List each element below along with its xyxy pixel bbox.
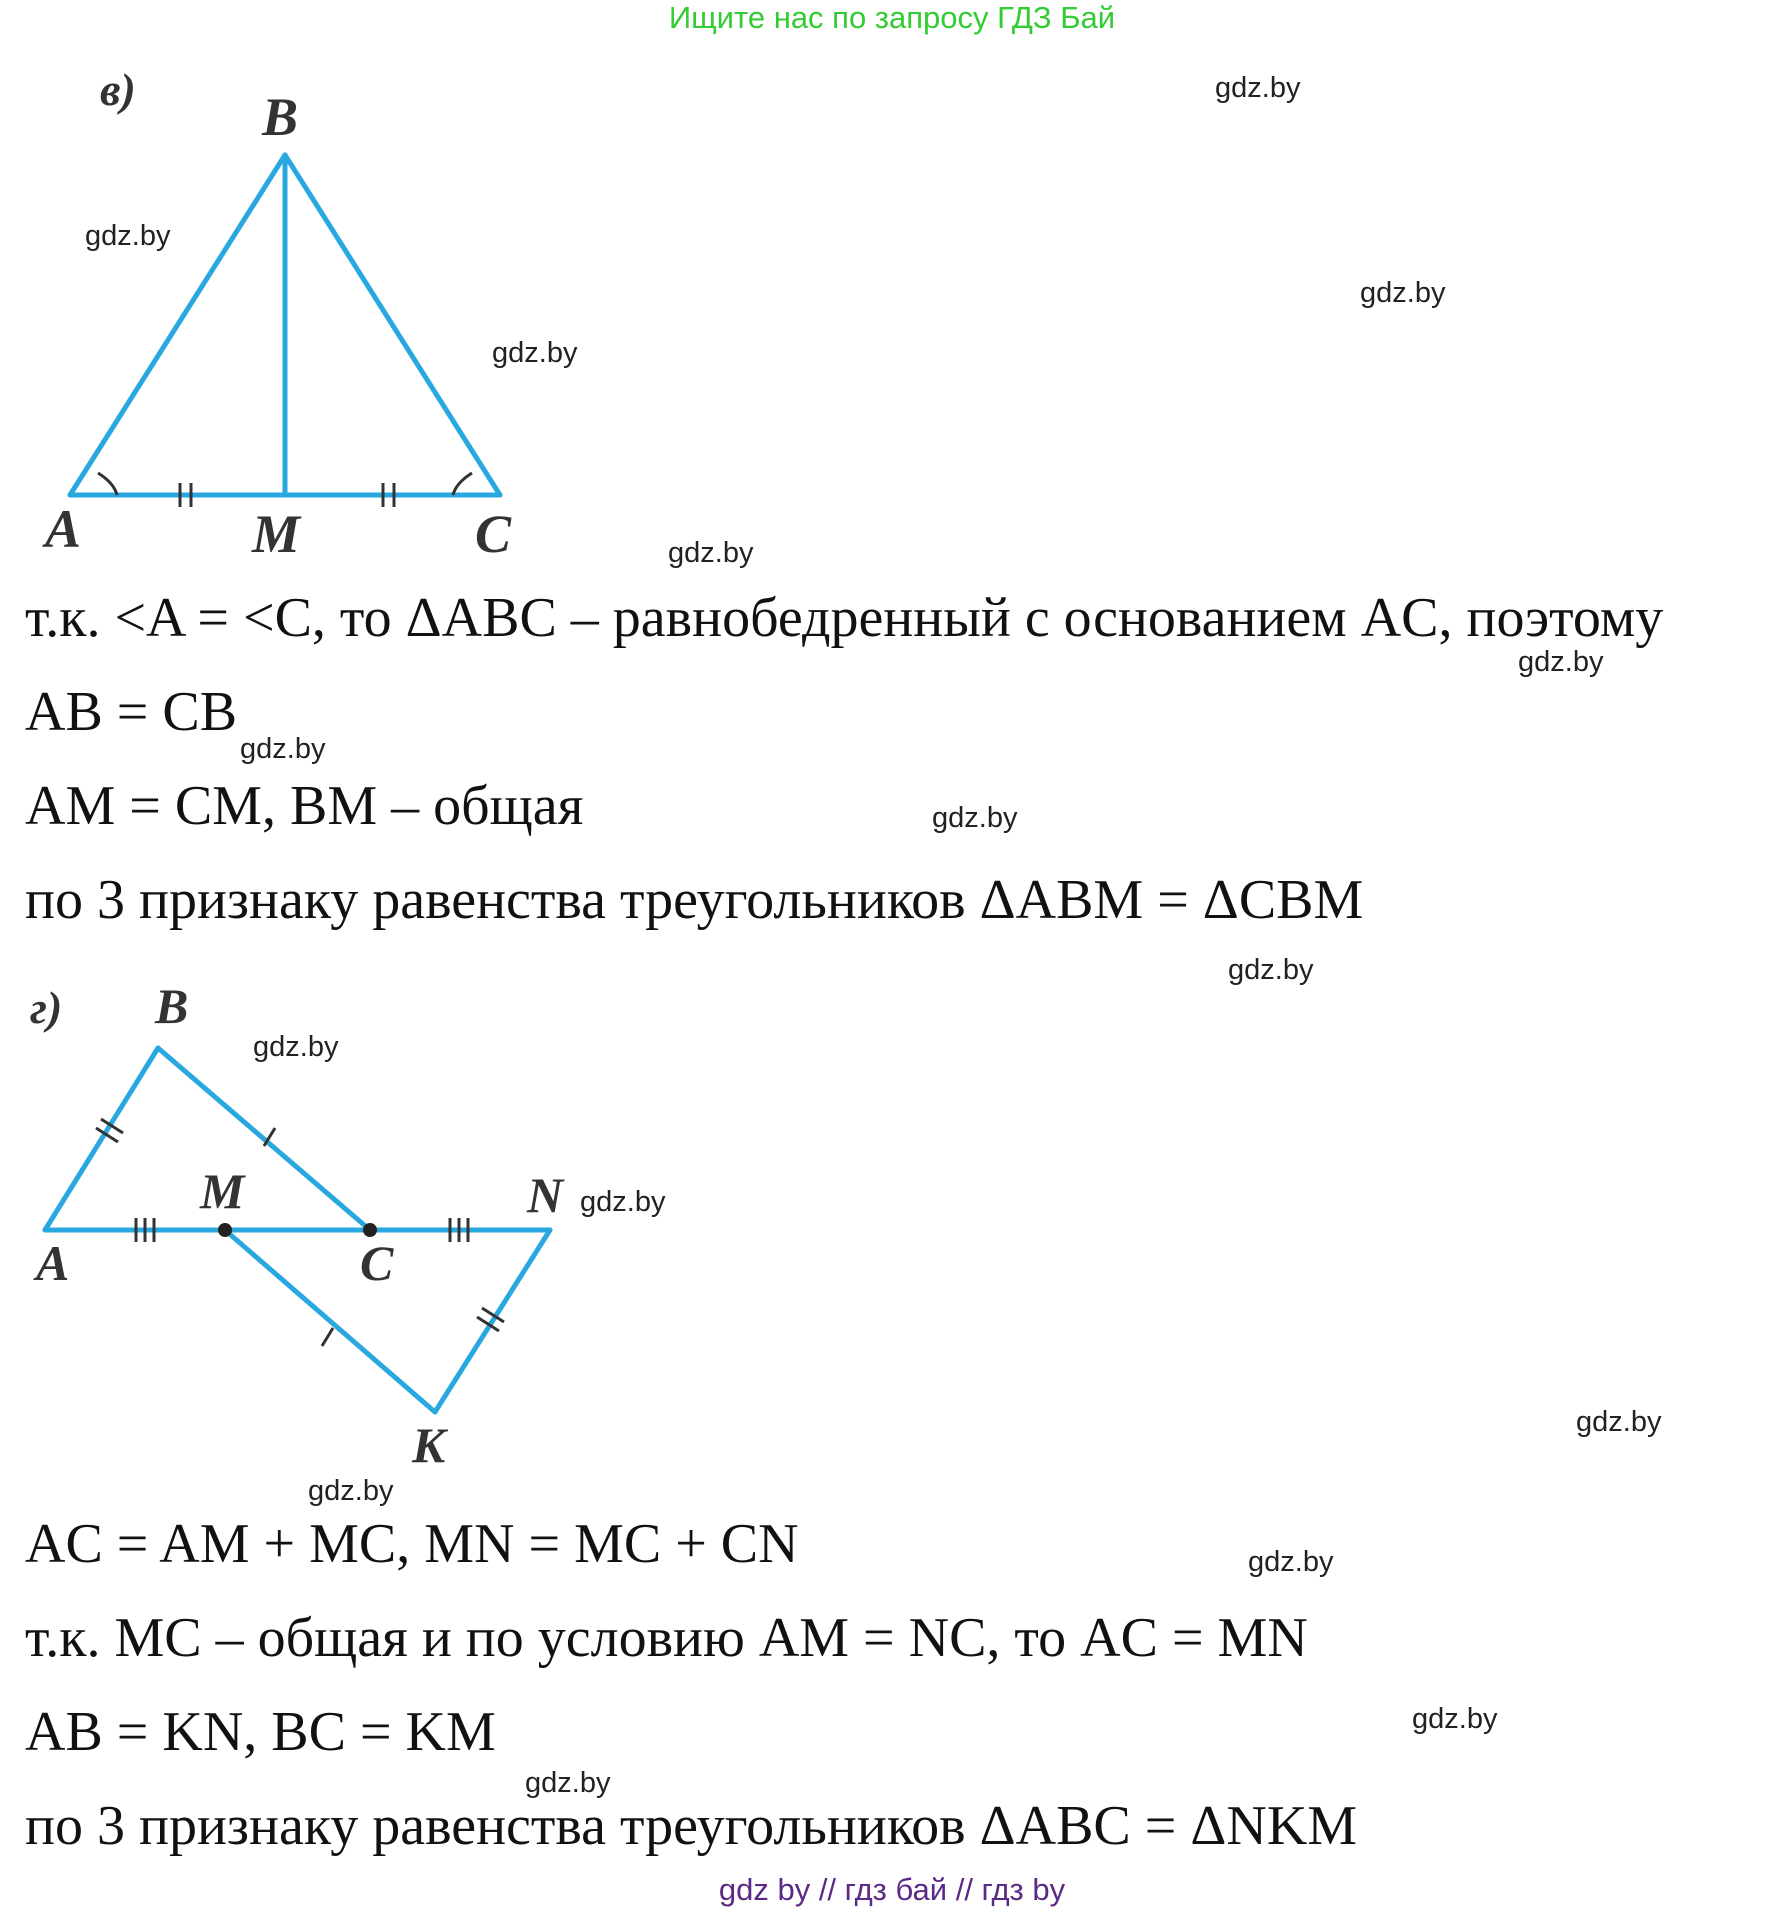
solution-line: AC = AM + MC, MN = MC + CN [25,1513,799,1575]
watermark: gdz.by [525,1767,611,1799]
watermark: gdz.by [1576,1406,1662,1438]
watermark: gdz.by [1248,1546,1334,1578]
watermark: gdz.by [1228,954,1314,986]
solution-line: т.к. <A = <C, то ΔABC – равнобедренный с основанием AC, поэтому [25,587,1664,649]
watermark: gdz.by [1518,646,1604,678]
figure-v [0,55,600,565]
point-a: A [45,499,82,559]
watermark: gdz.by [668,537,754,569]
solution-line: по 3 признаку равенства треугольников ΔABM = ΔCBM [25,869,1364,931]
solution-line: т.к. MC – общая и по условию AM = NC, то AC = MN [25,1607,1308,1669]
watermark: gdz.by [1360,277,1446,309]
figure-g-label: г) [30,982,63,1033]
watermark: gdz.by [492,337,578,369]
top-banner: Ищите нас по запросу ГДЗ Бай [668,0,1116,35]
watermark: gdz.by [308,1475,394,1507]
point-b: B [155,980,189,1034]
point-b: B [262,87,299,147]
point-c: C [475,504,512,564]
watermark: gdz.by [1215,72,1301,104]
watermark: gdz.by [85,220,171,252]
solution-line: AM = CM, BM – общая [25,775,584,837]
figure-g [0,980,620,1480]
point-m: M [200,1163,245,1219]
watermark: gdz.by [1412,1703,1498,1735]
point-a: A [36,1235,70,1291]
watermark: gdz.by [253,1031,339,1063]
solution-line: AB = CB [25,681,238,743]
watermark: gdz.by [932,802,1018,834]
watermark: gdz.by [240,733,326,765]
watermark: gdz.by [580,1186,666,1218]
point-m: M [252,504,301,564]
point-k: K [412,1417,446,1473]
figure-v-label: в) [100,64,136,115]
point-n: N [527,1167,564,1223]
footer-links: gdz by // гдз бай // гдз by [718,1872,1066,1907]
point-c: C [360,1235,394,1291]
solution-line: по 3 признаку равенства треугольников ΔABC = ΔNKM [25,1795,1358,1857]
solution-line: AB = KN, BC = KM [25,1701,496,1763]
